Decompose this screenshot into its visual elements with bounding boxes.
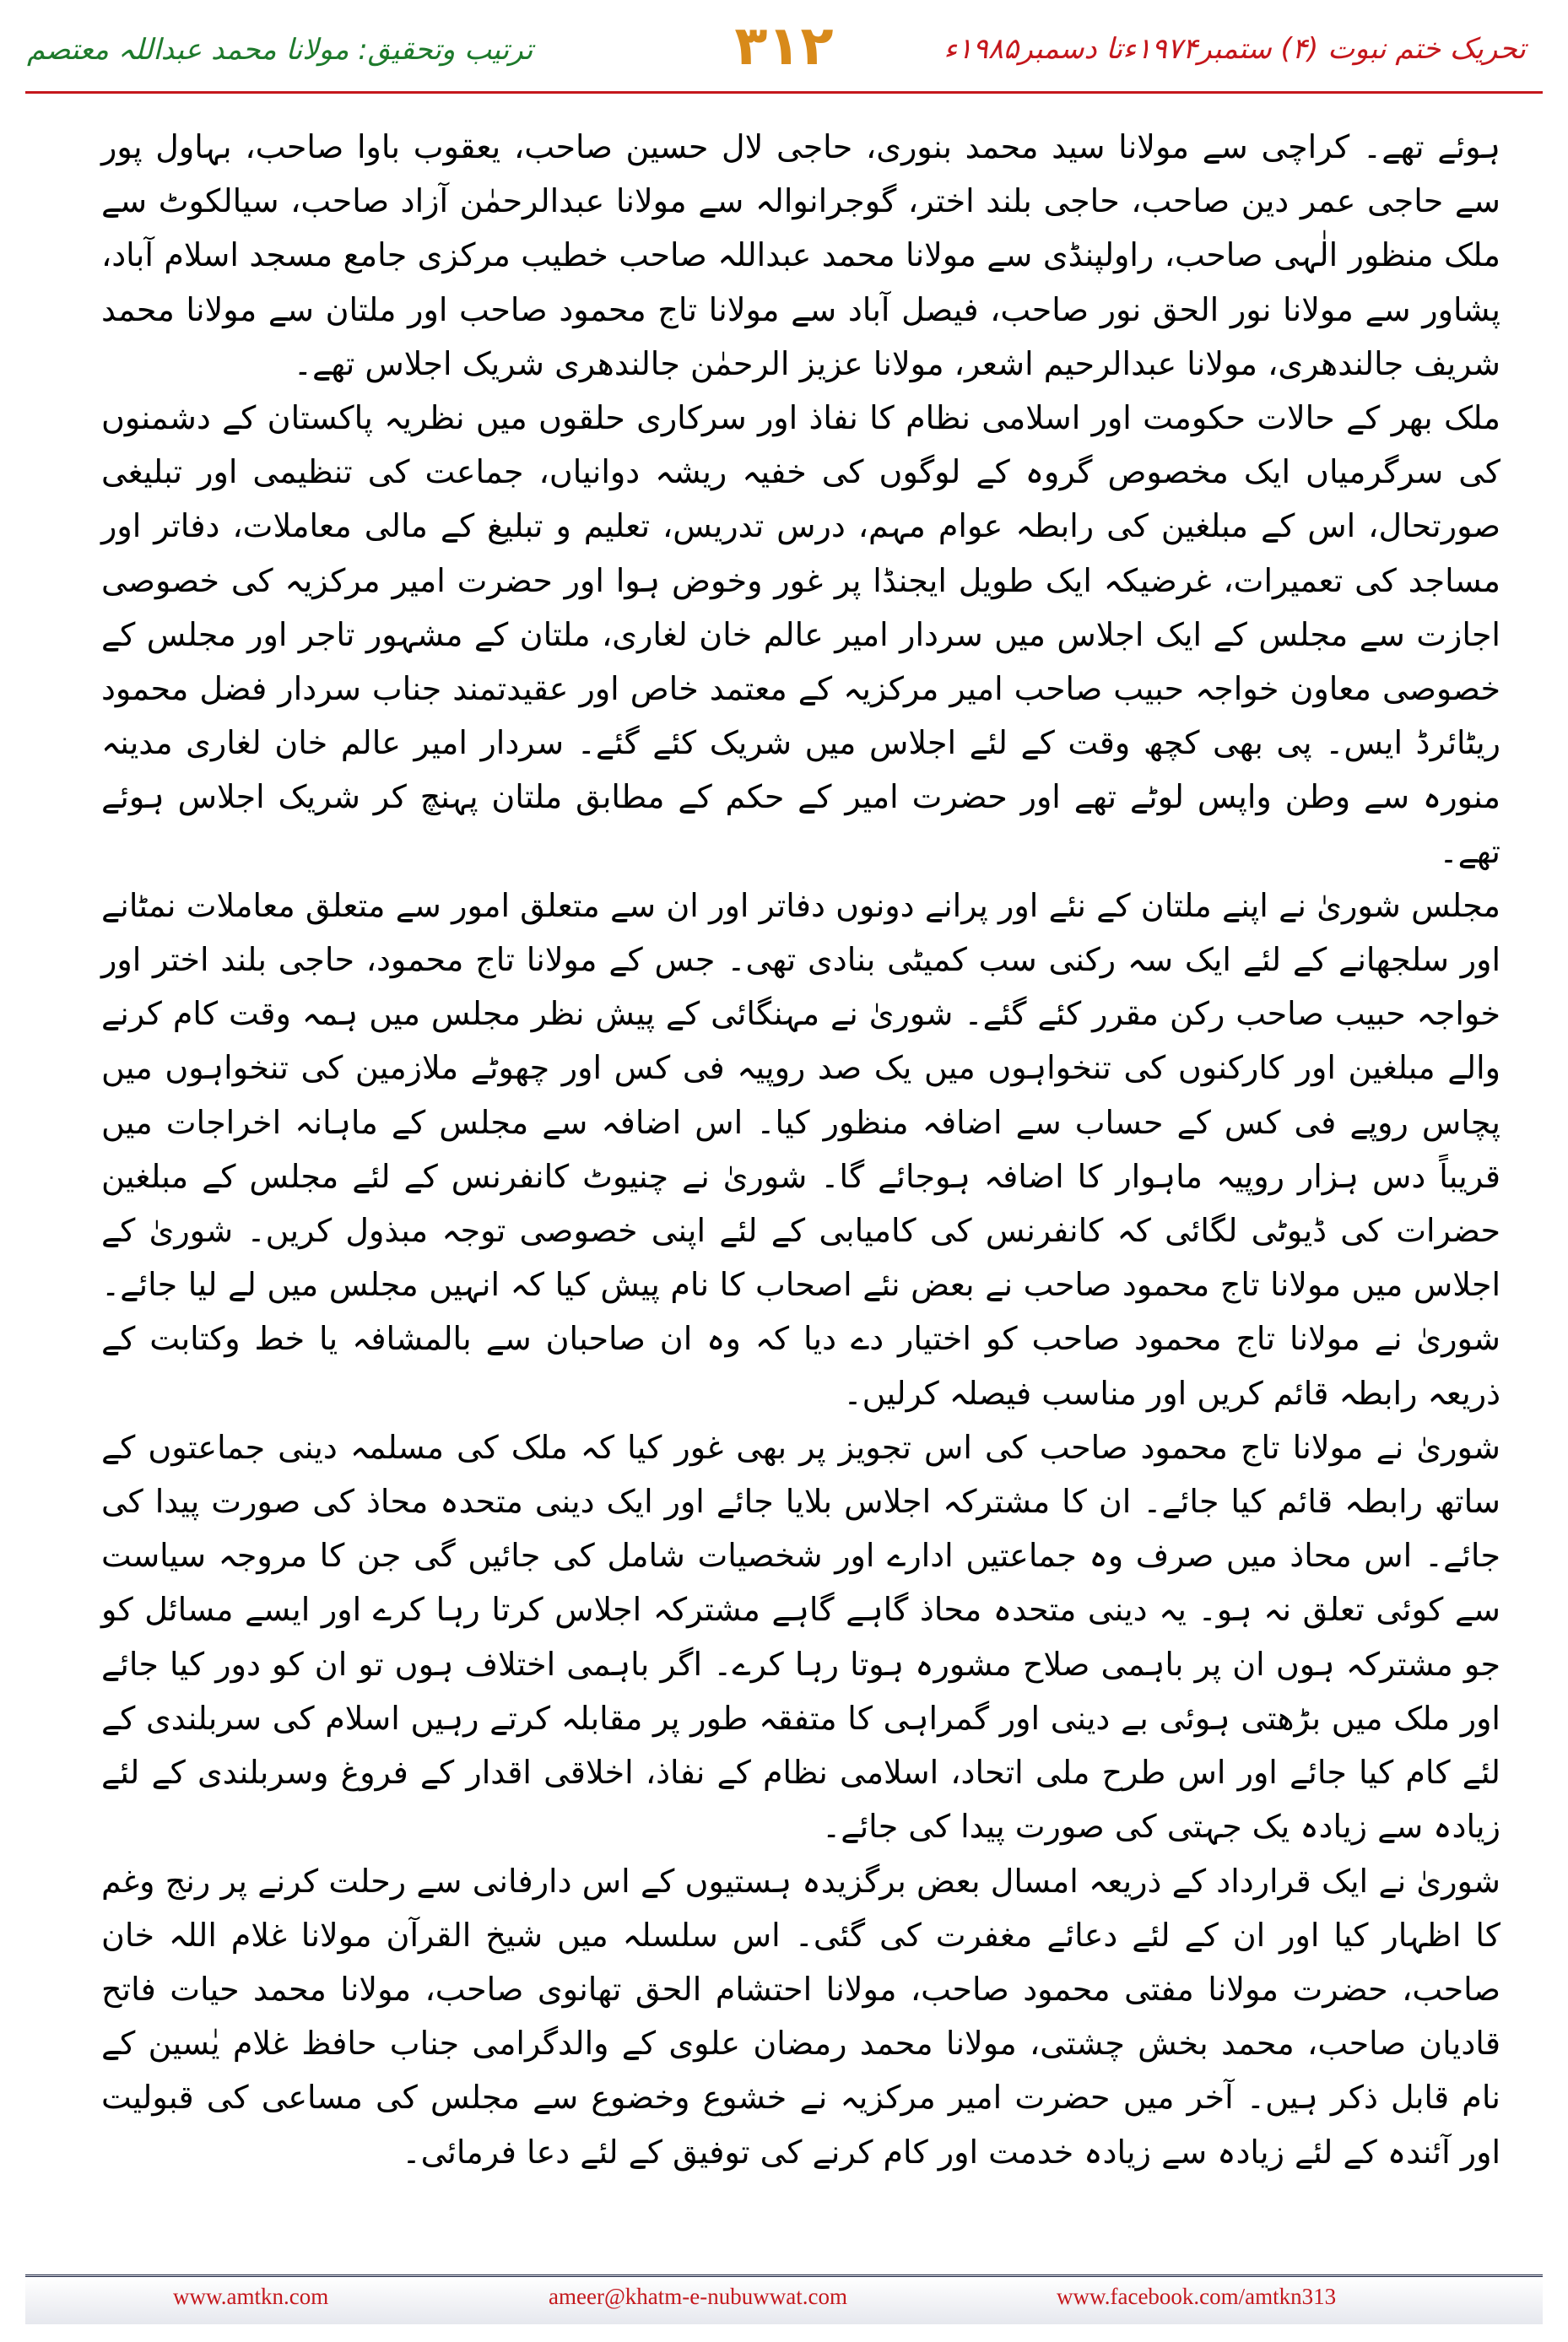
header-compiler: ترتیب وتحقیق: مولانا محمد عبداللہ معتصم [27,33,533,67]
footer-facebook-link[interactable]: www.facebook.com/amtkn313 [1057,2284,1337,2309]
footer-website-link[interactable]: www.amtkn.com [173,2284,329,2309]
page-body [101,120,1500,2179]
paragraph: مجلس شوریٰ نے اپنے ملتان کے نئے اور پرانے دونوں دفاتر اور ان سے متعلق امور سے متعلق معاملات نمٹانے اور سلجھانے کے لئے ایک سہ رکنی سب کمیٹی بنادی تھی۔ جس کے مولانا تاج محمود، حاجی بلند اختر اور خواجہ حبیب صاحب رکن مقرر کئے گئے۔ شوریٰ نے مہنگائی کے پیش نظر مجلس میں ہمہ وقت کام کرنے والے مبلغین اور کارکنوں کی تنخواہوں میں یک صد روپیہ فی کس اور چھوٹے ملازمین کی تنخواہوں میں پچاس روپے فی کس کے حساب سے اضافہ منظور کیا۔ اس اضافہ سے مجلس کے ماہانہ اخراجات میں قریباً دس ہزار روپیہ ماہوار کا اضافہ ہوجائے گا۔ شوریٰ نے چنیوٹ کانفرنس کے لئے مجلس کے مبلغین حضرات کی ڈیوٹی لگائی کہ کانفرنس کی کامیابی کے لئے اپنی خصوصی توجہ مبذول کریں۔ شوریٰ کے اجلاس میں مولانا تاج محمود صاحب نے بعض نئے اصحاب کا نام پیش کیا کہ انہیں مجلس میں لے لیا جائے۔ شوریٰ نے مولانا تاج محمود صاحب کو اختیار دے دیا کہ وہ ان صاحبان سے بالمشافہ یا خط وکتابت کے ذریعہ رابطہ قائم کریں اور مناسب فیصلہ کرلیں۔ [101,886,1500,1412]
header-divider [25,91,1543,94]
header-book-title: تحریک ختم نبوت (۴) ستمبر۱۹۷۴ءتا دسمبر۱۹۸۵ء [944,32,1526,66]
paragraph: ملک بھر کے حالات حکومت اور اسلامی نظام کا نفاذ اور سرکاری حلقوں میں نظریہ پاکستان کے دشمنوں کی سرگرمیاں ایک مخصوص گروہ کے لوگوں کی خفیہ ریشہ دوانیاں، جماعت کی تنظیمی اور تبلیغی صورتحال، اس کے مبلغین کی رابطہ عوام مہم، درس تدریس، تعلیم و تبلیغ کے مالی معاملات، دفاتر اور مساجد کی تعمیرات، غرضیکہ ایک طویل ایجنڈا پر غور وخوض ہوا اور حضرت امیر مرکزیہ کی خصوصی اجازت سے مجلس کے ایک اجلاس میں سردار امیر عالم خان لغاری، ملتان کے مشہور تاجر اور مجلس کے خصوصی معاون خواجہ حبیب صاحب امیر مرکزیہ کے معتمد خاص اور عقیدتمند جناب سردار فضل محمود ریٹائرڈ ایس۔ پی بھی کچھ وقت کے لئے اجلاس میں شریک کئے گئے۔ سردار امیر عالم خان لغاری مدینہ منورہ سے وطن واپس لوٹے تھے اور حضرت امیر کے حکم کے مطابق ملتان پہنچ کر شریک اجلاس ہوئے تھے۔ [101,399,1500,870]
paragraph: شوریٰ نے ایک قرارداد کے ذریعہ امسال بعض برگزیدہ ہستیوں کے اس دارفانی سے رحلت کرنے پر رنج وغم کا اظہار کیا اور ان کے لئے دعائے مغفرت کی گئی۔ اس سلسلہ میں شیخ القرآن مولانا غلام اللہ خان صاحب، حضرت مولانا مفتی محمود صاحب، مولانا احتشام الحق تھانوی صاحب، مولانا محمد حیات فاتح قادیان صاحب، محمد بخش چشتی، مولانا محمد رمضان علوی کے والدگرامی جناب حافظ غلام یٰسین کے نام قابل ذکر ہیں۔ آخر میں حضرت امیر مرکزیہ نے خشوع وخضوع سے مجلس کی مساعی کی قبولیت اور آئندہ کے لئے زیادہ سے زیادہ خدمت اور کام کرنے کی توفیق کے لئے دعا فرمائی۔ [101,1862,1500,2171]
paragraph: شوریٰ نے مولانا تاج محمود صاحب کی اس تجویز پر بھی غور کیا کہ ملک کی مسلمہ دینی جماعتوں کے ساتھ رابطہ قائم کیا جائے۔ ان کا مشترکہ اجلاس بلایا جائے اور ایک دینی متحدہ محاذ کی صورت پیدا کی جائے۔ اس محاذ میں صرف وہ جماعتیں ادارے اور شخصیات شامل کی جائیں گی جن کا مروجہ سیاست سے کوئی تعلق نہ ہو۔ یہ دینی متحدہ محاذ گاہے گاہے مشترکہ اجلاس کرتا رہا کرے اور ایسے مسائل کو جو مشترکہ ہوں ان پر باہمی صلاح مشورہ ہوتا رہا کرے۔ اگر باہمی اختلاف ہوں تو ان کو دور کیا جائے اور ملک میں بڑھتی ہوئی بے دینی اور گمراہی کا متفقہ طور پر مقابلہ کرتے رہیں اسلام کی سربلندی کے لئے کام کیا جائے اور اس طرح ملی اتحاد، اسلامی نظام کے نفاذ، اخلاقی اقدار کے فروغ وسربلندی کے لئے زیادہ سے زیادہ یک جہتی کی صورت پیدا کی جائے۔ [101,1428,1500,1846]
page-header [0,0,1568,93]
footer-email-link[interactable]: ameer@khatm-e-nubuwwat.com [549,2284,847,2309]
page-number: ۳۱۲ [734,15,834,78]
paragraph: ہوئے تھے۔ کراچی سے مولانا سید محمد بنوری، حاجی لال حسین صاحب، یعقوب باوا صاحب، بہاول پور سے حاجی عمر دین صاحب، حاجی بلند اختر، گوجرانوالہ سے مولانا عبدالرحمٰن آزاد صاحب، سیالکوٹ سے ملک منظور الٰہی صاحب، راولپنڈی سے مولانا محمد عبداللہ صاحب خطیب مرکزی جامع مسجد اسلام آباد، پشاور سے مولانا نور الحق نور صاحب، فیصل آباد سے مولانا تاج محمود صاحب اور ملتان سے مولانا محمد شریف جالندھری، مولانا عبدالرحیم اشعر، مولانا عزیز الرحمٰن جالندھری شریک اجلاس تھے۔ [101,128,1500,382]
